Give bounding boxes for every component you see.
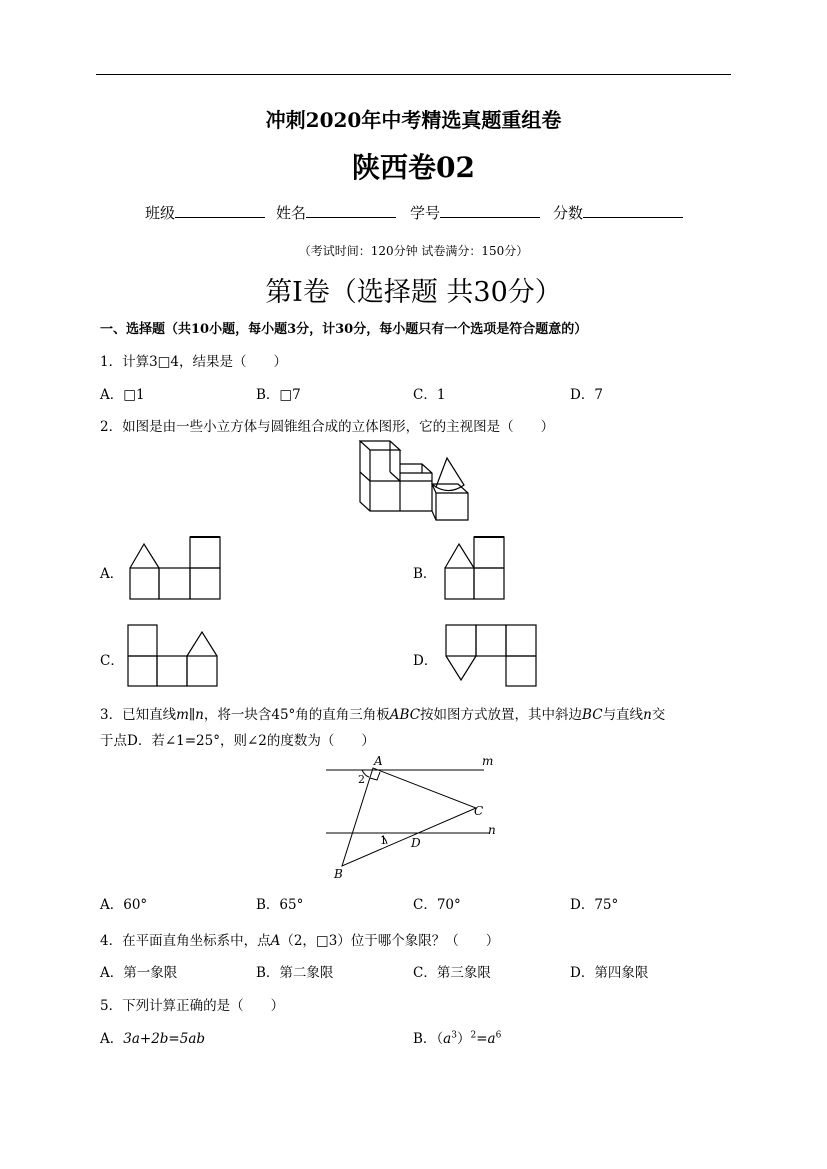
- q2-option-c: C．: [100, 653, 124, 669]
- q4-option-b: B．第二象限: [256, 965, 334, 981]
- q4-option-d: D．第四象限: [570, 965, 649, 981]
- q3-option-c: C．70°: [413, 897, 461, 913]
- label-c: C: [474, 804, 484, 818]
- q1-option-d: D．7: [570, 387, 603, 403]
- section-title: 第Ⅰ卷（选择题 共30分）: [265, 277, 562, 308]
- q3-stem-line1: 3．已知直线m∥n，将一块含45°角的直角三角板ABC按如图方式放置，其中斜边BC与直线n交: [100, 707, 666, 723]
- q1-option-c: C．1: [413, 387, 446, 403]
- q3-option-b: B．65°: [256, 897, 304, 913]
- q5-stem: 5．下列计算正确的是（ ）: [100, 998, 285, 1014]
- label-a: A: [374, 754, 383, 768]
- q3-stem-line2: 于点D．若∠1=25°，则∠2的度数为（ ）: [100, 733, 375, 749]
- exam-time-note: （考试时间：120分钟 试卷满分：150分）: [298, 244, 529, 258]
- field-name: 姓名: [276, 202, 396, 223]
- part-instructions: 一、选择题（共10小题，每小题3分，计30分，每小题只有一个选项是符合题意的）: [100, 322, 588, 337]
- label-angle-2: 2: [358, 773, 365, 786]
- q1-stem: 1．计算3□4，结果是（ ）: [100, 354, 288, 370]
- q1-option-b: B．□7: [256, 387, 301, 403]
- q5-option-a: A．3a+2b=5ab: [100, 1031, 206, 1047]
- q2-option-d-figure: [444, 624, 538, 688]
- q2-solid-figure: [352, 438, 472, 520]
- label-d: D: [411, 836, 421, 850]
- exam-paper-title: 陕西卷02: [352, 151, 475, 184]
- exam-series-title: 冲刺2020年中考精选真题重组卷: [265, 108, 562, 132]
- q2-option-b: B．: [413, 566, 437, 582]
- q2-option-a-figure: [128, 536, 222, 601]
- label-n: n: [488, 823, 496, 837]
- label-b: B: [334, 867, 343, 881]
- q2-stem: 2．如图是由一些小立方体与圆锥组合成的立体图形，它的主视图是（ ）: [100, 419, 555, 435]
- field-student-id: 学号: [410, 202, 540, 223]
- q4-option-c: C．第三象限: [413, 965, 491, 981]
- q5-option-b: B．$(a^3)^2=a^6$: [413, 1030, 502, 1047]
- field-class: 班级: [145, 202, 265, 223]
- q3-option-d: D．75°: [570, 897, 619, 913]
- q2-option-d: D．: [413, 653, 438, 669]
- label-m: m: [482, 754, 494, 768]
- label-angle-1: 1: [380, 834, 387, 847]
- field-score: 分数: [553, 202, 683, 223]
- header-rule: [96, 74, 731, 75]
- q3-option-a: A．60°: [100, 897, 148, 913]
- q1-option-a: A．□1: [100, 387, 145, 403]
- q2-option-c-figure: [126, 624, 220, 688]
- q2-option-b-figure: [443, 536, 507, 601]
- q4-stem: 4．在平面直角坐标系中，点A（2，□3）位于哪个象限？（ ）: [100, 933, 500, 949]
- q3-geometry-figure: [320, 752, 510, 882]
- q4-option-a: A．第一象限: [100, 965, 178, 981]
- q2-option-a: A．: [100, 566, 124, 582]
